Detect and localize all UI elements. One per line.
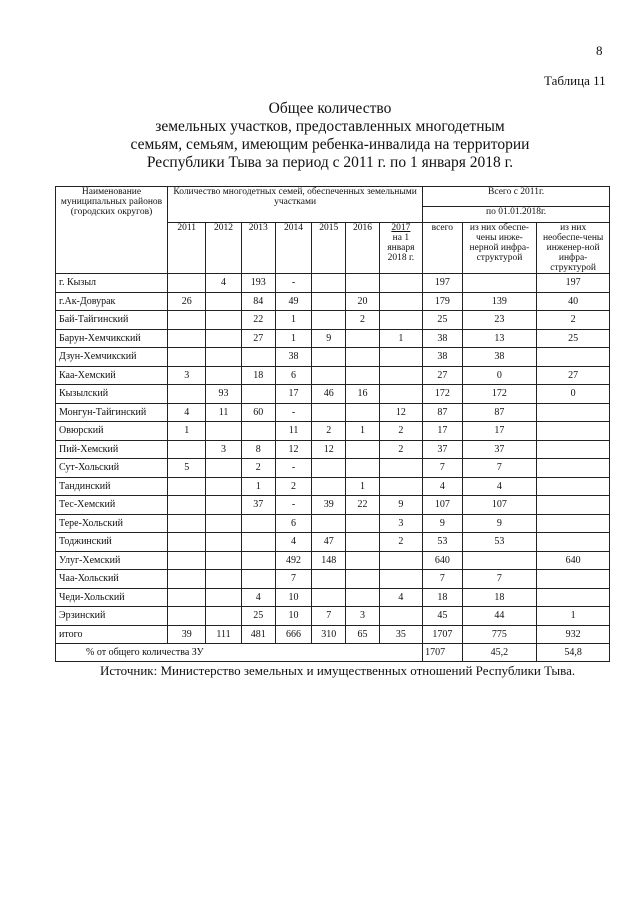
table-cell (312, 588, 346, 607)
table-cell: 2 (241, 459, 275, 478)
table-cell: 111 (206, 625, 241, 644)
table-cell: 139 (462, 292, 537, 311)
table-cell (346, 348, 379, 367)
table-cell: 4 (423, 477, 462, 496)
header-total-subgroup: по 01.01.2018г. (423, 207, 610, 223)
municipality-name: Тоджинский (56, 533, 168, 552)
table-cell (346, 551, 379, 570)
table-cell: 8 (241, 440, 275, 459)
table-cell (206, 496, 241, 515)
title-line: семьям, семьям, имеющим ребенка-инвалида на территории (130, 136, 530, 153)
table-cell: 27 (423, 366, 462, 385)
table-cell (379, 477, 423, 496)
table-cell: 5 (168, 459, 206, 478)
table-cell (312, 403, 346, 422)
table-cell (241, 422, 275, 441)
table-cell: 9 (423, 514, 462, 533)
table-cell: 6 (275, 366, 311, 385)
municipality-name: Овюрский (56, 422, 168, 441)
table-cell (346, 274, 379, 293)
table-cell (312, 274, 346, 293)
table-cell: - (275, 496, 311, 515)
table-cell: 3 (379, 514, 423, 533)
table-cell: 38 (423, 329, 462, 348)
header-year: 2013 (241, 223, 275, 274)
table-cell (346, 440, 379, 459)
table-cell (537, 477, 610, 496)
source-note: Источник: Министерство земельных и имущественных отношений Республики Тыва. (100, 663, 576, 678)
percent-row-total: 1707 (423, 644, 462, 662)
table-cell: 12 (312, 440, 346, 459)
table-cell (537, 533, 610, 552)
table-cell: 492 (275, 551, 311, 570)
table-row (56, 551, 610, 570)
header-year-2017 (379, 223, 423, 274)
header-year: 2014 (275, 223, 311, 274)
table-cell: 172 (462, 385, 537, 404)
table-cell: 481 (241, 625, 275, 644)
table-cell (206, 533, 241, 552)
table-cell (206, 477, 241, 496)
table-cell: 22 (241, 311, 275, 330)
table-cell (462, 551, 537, 570)
municipality-name: г. Кызыл (56, 274, 168, 293)
table-cell: 6 (275, 514, 311, 533)
table-cell (241, 570, 275, 589)
table-cell (346, 533, 379, 552)
table-cell: 18 (423, 588, 462, 607)
table-cell (168, 477, 206, 496)
table-cell: - (275, 403, 311, 422)
municipality-name: Пий-Хемский (56, 440, 168, 459)
table-cell (206, 459, 241, 478)
percent-row-label: % от общего количества ЗУ (56, 644, 423, 662)
table-cell (537, 496, 610, 515)
table-cell: 7 (423, 570, 462, 589)
table-cell (537, 403, 610, 422)
table-cell (379, 274, 423, 293)
table-cell: 0 (537, 385, 610, 404)
table-cell (312, 366, 346, 385)
table-cell (537, 422, 610, 441)
municipality-name: г.Ак-Довурак (56, 292, 168, 311)
table-cell: 666 (275, 625, 311, 644)
municipality-name: Барун-Хемчикский (56, 329, 168, 348)
municipality-name: Сут-Хольский (56, 459, 168, 478)
table-cell (168, 311, 206, 330)
table-cell: 25 (423, 311, 462, 330)
table-cell: 1 (346, 477, 379, 496)
title-line: Общее количество (268, 100, 392, 117)
header-total-all: всего (423, 223, 462, 274)
table-cell: 4 (168, 403, 206, 422)
table-cell (537, 440, 610, 459)
table-cell (168, 385, 206, 404)
table-cell: 10 (275, 607, 311, 626)
table-cell: 17 (462, 422, 537, 441)
table-cell: 84 (241, 292, 275, 311)
table-cell: 2 (537, 311, 610, 330)
table-cell: 17 (275, 385, 311, 404)
table-cell (168, 274, 206, 293)
table-cell: 197 (537, 274, 610, 293)
table-cell: 20 (346, 292, 379, 311)
table-cell: 16 (346, 385, 379, 404)
table-cell: 93 (206, 385, 241, 404)
table-cell: 27 (537, 366, 610, 385)
table-cell (379, 385, 423, 404)
table-cell: 25 (537, 329, 610, 348)
table-row (56, 366, 610, 385)
table-cell: 2 (379, 440, 423, 459)
table-row (56, 274, 610, 293)
header-year: 2016 (346, 223, 379, 274)
table-cell: 11 (206, 403, 241, 422)
table-cell: 7 (275, 570, 311, 589)
table-cell (168, 533, 206, 552)
table-cell: 87 (462, 403, 537, 422)
table-cell: 2 (275, 477, 311, 496)
table-cell: 87 (423, 403, 462, 422)
table-cell: 4 (206, 274, 241, 293)
table-cell: 3 (346, 607, 379, 626)
table-cell (312, 477, 346, 496)
municipality-name: Дзун-Хемчикский (56, 348, 168, 367)
municipality-name: Монгун-Тайгинский (56, 403, 168, 422)
title-line: Республики Тыва за период с 2011 г. по 1 января 2018 г. (146, 154, 514, 171)
table-cell (168, 440, 206, 459)
table-cell: 1 (537, 607, 610, 626)
table-cell: 37 (423, 440, 462, 459)
table-cell (206, 292, 241, 311)
percent-row (56, 644, 610, 662)
table-cell: 35 (379, 625, 423, 644)
table-cell (168, 329, 206, 348)
municipality-name: Кызылский (56, 385, 168, 404)
table-cell: 18 (241, 366, 275, 385)
table-cell: 2 (379, 422, 423, 441)
table-cell: 4 (275, 533, 311, 552)
table-cell: 47 (312, 533, 346, 552)
table-row (56, 385, 610, 404)
table-row (56, 477, 610, 496)
table-row (56, 348, 610, 367)
table-cell (168, 607, 206, 626)
table-cell (206, 551, 241, 570)
table-cell (346, 570, 379, 589)
table-cell: 40 (537, 292, 610, 311)
table-cell: 107 (423, 496, 462, 515)
table-cell (379, 366, 423, 385)
table-cell (206, 588, 241, 607)
table-cell: 775 (462, 625, 537, 644)
table-cell (379, 292, 423, 311)
table-cell (346, 514, 379, 533)
table-cell: 12 (379, 403, 423, 422)
table-cell (241, 385, 275, 404)
municipality-name: Улуг-Хемский (56, 551, 168, 570)
table-cell: 7 (423, 459, 462, 478)
table-cell: 10 (275, 588, 311, 607)
municipality-name: Тере-Хольский (56, 514, 168, 533)
municipality-name: Чеди-Хольский (56, 588, 168, 607)
table-cell: 1 (275, 329, 311, 348)
table-cell (206, 348, 241, 367)
table-cell: 1 (241, 477, 275, 496)
header-total-group: Всего с 2011г. (423, 187, 610, 207)
table-cell: 26 (168, 292, 206, 311)
municipality-name: Чаа-Хольский (56, 570, 168, 589)
percent-row-infra-provided: 45,2 (462, 644, 537, 662)
table-cell (312, 514, 346, 533)
table-cell: 193 (241, 274, 275, 293)
table-row (56, 292, 610, 311)
table-cell (206, 366, 241, 385)
header-year: 2015 (312, 223, 346, 274)
table-cell: 9 (462, 514, 537, 533)
table-cell: 2 (379, 533, 423, 552)
table-row (56, 607, 610, 626)
table-cell: 12 (275, 440, 311, 459)
table-cell: 4 (462, 477, 537, 496)
table-cell: 45 (423, 607, 462, 626)
table-cell: 197 (423, 274, 462, 293)
table-cell: 22 (346, 496, 379, 515)
table-cell: 1 (379, 329, 423, 348)
table-cell (379, 348, 423, 367)
table-row (56, 459, 610, 478)
table-cell: 9 (312, 329, 346, 348)
table-cell (346, 588, 379, 607)
percent-row-infra-not-provided: 54,8 (537, 644, 610, 662)
table-cell (168, 570, 206, 589)
table-cell: 11 (275, 422, 311, 441)
table-cell (379, 607, 423, 626)
table-cell (168, 496, 206, 515)
table-cell: 53 (423, 533, 462, 552)
land-plots-table (55, 186, 610, 662)
table-cell: 1707 (423, 625, 462, 644)
table-row (56, 329, 610, 348)
table-cell: 27 (241, 329, 275, 348)
table-cell (241, 551, 275, 570)
table-cell: 1 (346, 422, 379, 441)
table-row (56, 625, 610, 644)
table-cell: 65 (346, 625, 379, 644)
table-cell (312, 570, 346, 589)
table-cell (346, 403, 379, 422)
table-cell: 37 (462, 440, 537, 459)
table-cell: - (275, 459, 311, 478)
table-cell: 44 (462, 607, 537, 626)
table-cell (206, 311, 241, 330)
header-families-group: Количество многодетных семей, обеспеченных земельными участками (168, 187, 423, 223)
table-cell: 640 (423, 551, 462, 570)
table-cell: 932 (537, 625, 610, 644)
table-cell (462, 274, 537, 293)
municipality-name: Тес-Хемский (56, 496, 168, 515)
header-year-note: на 1 января 2018 г. (387, 233, 415, 263)
table-cell (206, 570, 241, 589)
table-cell (206, 514, 241, 533)
table-cell (379, 570, 423, 589)
table-cell (206, 607, 241, 626)
municipality-name: итого (56, 625, 168, 644)
table-cell (537, 570, 610, 589)
table-cell: 18 (462, 588, 537, 607)
table-cell: 25 (241, 607, 275, 626)
table-cell: 1 (275, 311, 311, 330)
table-cell (168, 551, 206, 570)
table-cell: 49 (275, 292, 311, 311)
municipality-name: Каа-Хемский (56, 366, 168, 385)
table-cell (312, 348, 346, 367)
table-cell: 17 (423, 422, 462, 441)
table-cell (241, 348, 275, 367)
table-cell: 37 (241, 496, 275, 515)
table-cell: 1 (168, 422, 206, 441)
table-cell: 39 (312, 496, 346, 515)
header-year-label: 2017 (391, 223, 411, 233)
table-cell: 7 (462, 570, 537, 589)
table-cell (312, 311, 346, 330)
table-cell (241, 514, 275, 533)
header-infra-provided: из них обеспе-чены инже-нерной инфра-структурой (462, 223, 537, 274)
table-row (56, 570, 610, 589)
table-cell: 640 (537, 551, 610, 570)
table-cell: 60 (241, 403, 275, 422)
table-label: Таблица 11 (544, 73, 606, 88)
table-row (56, 440, 610, 459)
table-cell (206, 422, 241, 441)
table-cell: 13 (462, 329, 537, 348)
table-cell: 38 (275, 348, 311, 367)
table-cell (537, 459, 610, 478)
table-cell: 107 (462, 496, 537, 515)
table-cell (168, 588, 206, 607)
document-title (80, 100, 580, 172)
table-cell (346, 329, 379, 348)
title-line: земельных участков, предоставленных многодетным (155, 118, 505, 135)
table-cell: 179 (423, 292, 462, 311)
table-cell (537, 348, 610, 367)
municipality-name: Бай-Тайгинский (56, 311, 168, 330)
table-cell (312, 292, 346, 311)
municipality-name: Тандинский (56, 477, 168, 496)
table-cell: 23 (462, 311, 537, 330)
table-cell: 9 (379, 496, 423, 515)
header-year: 2011 (168, 223, 206, 274)
table-cell: 148 (312, 551, 346, 570)
table-cell: 46 (312, 385, 346, 404)
table-row (56, 403, 610, 422)
table-cell: - (275, 274, 311, 293)
table-row (56, 422, 610, 441)
table-cell (312, 459, 346, 478)
table-row (56, 311, 610, 330)
table-cell (241, 533, 275, 552)
table-cell: 7 (312, 607, 346, 626)
table-cell: 4 (241, 588, 275, 607)
table-cell: 3 (168, 366, 206, 385)
page-number: 8 (596, 43, 603, 58)
table-row (56, 514, 610, 533)
table-cell: 3 (206, 440, 241, 459)
table-cell: 39 (168, 625, 206, 644)
header-infra-not-provided: из них необеспе-чены инженер-ной инфра-структурой (537, 223, 610, 274)
table-cell (346, 459, 379, 478)
table-cell: 0 (462, 366, 537, 385)
table-row (56, 588, 610, 607)
table-body (56, 274, 610, 644)
table-cell: 2 (346, 311, 379, 330)
table-cell: 38 (423, 348, 462, 367)
header-municipality: Наименование муниципальных районов (городских округов) (56, 187, 168, 274)
table-cell: 172 (423, 385, 462, 404)
table-cell: 38 (462, 348, 537, 367)
table-cell: 4 (379, 588, 423, 607)
table-cell (168, 514, 206, 533)
municipality-name: Эрзинский (56, 607, 168, 626)
header-year: 2012 (206, 223, 241, 274)
table-row (56, 496, 610, 515)
table-cell (379, 551, 423, 570)
table-cell (379, 311, 423, 330)
table-cell (168, 348, 206, 367)
table-cell: 53 (462, 533, 537, 552)
table-cell (537, 588, 610, 607)
table-cell: 7 (462, 459, 537, 478)
table-cell: 2 (312, 422, 346, 441)
table-row (56, 533, 610, 552)
table-cell (537, 514, 610, 533)
table-cell (346, 366, 379, 385)
table-cell: 310 (312, 625, 346, 644)
table-cell (379, 459, 423, 478)
table-cell (206, 329, 241, 348)
